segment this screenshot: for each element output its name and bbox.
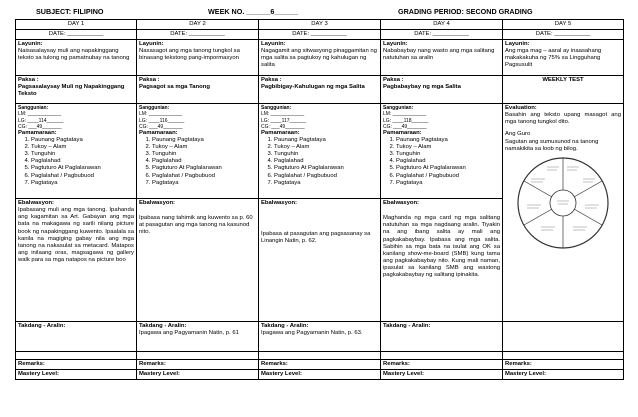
takdang-cell bbox=[381, 322, 503, 352]
procedure-cell-day-2 bbox=[137, 104, 259, 199]
lm-ref: LM: ____________ bbox=[261, 111, 305, 118]
procedure-step: 3. Tunguhin bbox=[152, 151, 256, 158]
remarks-cell: Remarks: bbox=[137, 360, 259, 370]
cg-ref: CG: ___49_______ bbox=[383, 123, 427, 130]
ebalwasyon-cell bbox=[16, 199, 137, 322]
layunin-text: Nababaybay nang wasto ang mga salitang natutuhan sa aralin bbox=[383, 48, 495, 62]
paksa-cell bbox=[259, 76, 381, 104]
date-cell: DATE: ___________ bbox=[503, 30, 624, 40]
lg-ref: LG: ____116______ bbox=[139, 117, 185, 124]
paksa-text: Pagbibigay-Kahulugan ng mga Salita bbox=[261, 84, 365, 91]
procedure-step: 4. Paglalahad bbox=[274, 158, 378, 165]
mastery-level-cell: Mastery Level: bbox=[381, 370, 503, 380]
subject-label: SUBJECT: FILIPINO bbox=[36, 7, 104, 16]
lm-ref: LM: ____________ bbox=[18, 111, 62, 118]
procedure-step: 2. Tukoy – Alam bbox=[274, 144, 378, 151]
procedure-list bbox=[383, 137, 500, 187]
procedure-step: 1. Paunang Pagtataya bbox=[31, 137, 134, 144]
takdang-label: Takdang - Aralin: bbox=[383, 323, 431, 330]
layunin-label: Layunin: bbox=[505, 41, 530, 48]
procedure-step: 2. Tukoy – Alam bbox=[396, 144, 500, 151]
date-cell: DATE: ___________ bbox=[16, 30, 137, 40]
spacer-row bbox=[16, 352, 624, 360]
takdang-cell-empty bbox=[503, 322, 624, 352]
layunin-text: Nasasagot ang mga tanong tungkol sa binasang tekstong pang-impormasyon bbox=[139, 48, 240, 62]
weekly-test-label: WEEKLY TEST bbox=[503, 76, 624, 104]
takdang-label: Takdang - Aralin: bbox=[139, 323, 187, 330]
layunin-cell bbox=[137, 40, 259, 76]
procedure-list bbox=[139, 137, 256, 187]
procedure-step: 2. Tukoy – Alam bbox=[31, 144, 134, 151]
sanggunian-label: Sanggunian: bbox=[18, 105, 49, 112]
weekly-lesson-plan-table bbox=[15, 19, 624, 380]
day-3-header: DAY 3 bbox=[259, 20, 381, 30]
lm-ref: LM: ____________ bbox=[139, 111, 183, 118]
cg-ref: CG: ___49_______ bbox=[139, 123, 183, 130]
date-row bbox=[16, 30, 624, 40]
sanggunian-label: Sanggunian: bbox=[383, 105, 414, 112]
layunin-text: Naisasalaysay muli ang napakinggang teksto sa tulong ng pamatnubay na tanong bbox=[18, 48, 130, 62]
takdang-cell bbox=[137, 322, 259, 352]
paksa-text: Pagsagot sa mga Tanong bbox=[139, 84, 210, 91]
ebalwasyon-cell bbox=[137, 199, 259, 322]
takdang-aralin-row bbox=[16, 322, 624, 352]
evaluation-instruction: Basahin ang teksto upang masagot ang mga tanong tungkol dito. bbox=[505, 112, 621, 126]
procedure-step: 6. Paglalahat / Pagbubuod bbox=[396, 173, 500, 180]
procedure-step: 7. Pagtataya bbox=[396, 180, 500, 187]
procedure-step: 5. Pagtuturo At Paglalarawan bbox=[396, 165, 500, 172]
grading-period-label: GRADING PERIOD: SECOND GRADING bbox=[398, 7, 533, 16]
layunin-label: Layunin: bbox=[261, 41, 286, 48]
layunin-cell bbox=[503, 40, 624, 76]
paksa-label: Paksa : bbox=[18, 77, 39, 84]
day-row bbox=[16, 20, 624, 30]
remarks-cell: Remarks: bbox=[381, 360, 503, 370]
procedure-step: 1. Paunang Pagtataya bbox=[274, 137, 378, 144]
procedure-cell-day-4 bbox=[381, 104, 503, 199]
date-cell: DATE: ___________ bbox=[381, 30, 503, 40]
lg-ref: LG: ____118______ bbox=[383, 117, 429, 124]
layunin-text: Nagagamit ang sitwasyong pinaggamitan ng mga salita sa pagtukoy ng kahulugan ng salita bbox=[261, 48, 377, 69]
paksa-text: Pagbabaybay ng mga Salita bbox=[383, 84, 461, 91]
procedure-step: 4. Paglalahad bbox=[31, 158, 134, 165]
remarks-row bbox=[16, 360, 624, 370]
layunin-cell bbox=[381, 40, 503, 76]
layunin-row bbox=[16, 40, 624, 76]
takdang-cell bbox=[16, 322, 137, 352]
paksa-cell bbox=[16, 76, 137, 104]
lg-ref: LG: ____117______ bbox=[261, 117, 307, 124]
procedure-cell-day-3 bbox=[259, 104, 381, 199]
layunin-text: Ang mga mag – aaral ay inaasahang makakakuha ng 75% sa Lingguhang Pagsusulit bbox=[505, 48, 602, 69]
procedure-step: 6. Paglalahat / Pagbubuod bbox=[274, 173, 378, 180]
mastery-level-cell: Mastery Level: bbox=[503, 370, 624, 380]
mastery-level-cell: Mastery Level: bbox=[259, 370, 381, 380]
lm-ref: LM: ____________ bbox=[383, 111, 427, 118]
date-cell: DATE: ___________ bbox=[137, 30, 259, 40]
mastery-level-cell: Mastery Level: bbox=[16, 370, 137, 380]
paksa-row bbox=[16, 76, 624, 104]
pamamaraan-label: Pamamaraan: bbox=[261, 130, 300, 136]
cg-ref: CG: ___49_______ bbox=[261, 123, 305, 130]
procedure-list bbox=[18, 137, 134, 187]
day-1-header: DAY 1 bbox=[16, 20, 137, 30]
procedure-step: 5. Pagtuturo At Paglalarawan bbox=[274, 165, 378, 172]
procedure-step: 1. Paunang Pagtataya bbox=[396, 137, 500, 144]
procedure-cell-day-1 bbox=[16, 104, 137, 199]
procedure-step: 2. Tukoy – Alam bbox=[152, 144, 256, 151]
procedure-step: 3. Tunguhin bbox=[31, 151, 134, 158]
layunin-label: Layunin: bbox=[139, 41, 164, 48]
pamamaraan-label: Pamamaraan: bbox=[383, 130, 422, 136]
lesson-plan-header bbox=[0, 0, 638, 20]
remarks-cell: Remarks: bbox=[259, 360, 381, 370]
procedure-step: 4. Paglalahad bbox=[152, 158, 256, 165]
takdang-label: Takdang - Aralin: bbox=[261, 323, 309, 330]
ebalwasyon-text: Ipabasa at pasagutan ang pagsasanay sa Linangin Natin, p. 62. bbox=[261, 231, 371, 245]
ebalwasyon-text: Maghanda ng mga card ng mga salitang natutuhan sa mga nagdaang aralin. Tiyakin na ang ibang salita ay mali ang pagkakabaybay. Ipabasa ang mga salita. Sabihin sa mga bata na isulat ang OK sa kanilang show-me-board (SMB) kung tama ang pagkakabaybay nito. Kung mali naman, ipasulat sa kanilang SMB ang wastong pagkakabaybay ng salitang ipinakita. bbox=[383, 215, 500, 279]
procedure-step: 7. Pagtataya bbox=[274, 180, 378, 187]
cg-ref: CG: ___49_______ bbox=[18, 123, 62, 130]
procedure-step: 7. Pagtataya bbox=[152, 180, 256, 187]
procedure-step: 5. Pagtuturo At Paglalarawan bbox=[152, 165, 256, 172]
layunin-label: Layunin: bbox=[18, 41, 43, 48]
procedure-step: 6. Paglalahat / Pagbubuod bbox=[31, 173, 134, 180]
evaluation-circle-instruction: Sagutan ang sumusunod na tanong namakikita sa loob ng bilog. bbox=[505, 138, 599, 152]
paksa-label: Paksa : bbox=[139, 77, 160, 84]
day-2-header: DAY 2 bbox=[137, 20, 259, 30]
layunin-label: Layunin: bbox=[383, 41, 408, 48]
paksa-label: Paksa : bbox=[383, 77, 404, 84]
day-5-header: DAY 5 bbox=[503, 20, 624, 30]
lg-ref: LG: ____114______ bbox=[18, 117, 64, 124]
question-wheel-graphic bbox=[515, 155, 611, 251]
paksa-cell bbox=[381, 76, 503, 104]
takdang-text: Ipagawa ang Pagyamanin Natin, p. 61 bbox=[139, 330, 239, 337]
procedure-step: 7. Pagtataya bbox=[31, 180, 134, 187]
paksa-cell bbox=[137, 76, 259, 104]
date-cell: DATE: ___________ bbox=[259, 30, 381, 40]
takdang-label: Takdang - Aralin: bbox=[18, 323, 66, 330]
paksa-text: Pagsasalaysay Muli ng Napakinggang Teksto bbox=[18, 84, 125, 98]
ebalwasyon-label: Ebalwasyon: bbox=[383, 200, 420, 207]
evaluation-teacher-note: Ang Guro bbox=[505, 131, 531, 138]
takdang-text: Ipagawa ang Pagyamanin Natin, p. 63. bbox=[261, 330, 363, 337]
sanggunian-label: Sanggunian: bbox=[261, 105, 292, 112]
ebalwasyon-label: Ebalwasyon: bbox=[139, 200, 176, 207]
procedure-step: 4. Paglalahad bbox=[396, 158, 500, 165]
evaluation-cell bbox=[503, 104, 624, 322]
layunin-cell bbox=[16, 40, 137, 76]
remarks-cell: Remarks: bbox=[16, 360, 137, 370]
ebalwasyon-text: Ipabasa nang tahimik ang kuwento sa p. 60 at pasagutan ang mga tanong na kasunod nito. bbox=[139, 215, 253, 236]
pamamaraan-label: Pamamaraan: bbox=[18, 130, 57, 136]
ebalwasyon-label: Ebalwasyon: bbox=[18, 200, 55, 207]
sanggunian-label: Sanggunian: bbox=[139, 105, 170, 112]
ebalwasyon-cell bbox=[381, 199, 503, 322]
procedure-list bbox=[261, 137, 378, 187]
procedure-step: 3. Tunguhin bbox=[396, 151, 500, 158]
procedure-step: 6. Paglalahat / Pagbubuod bbox=[152, 173, 256, 180]
ebalwasyon-text: Ipabasang muli ang mga tanong. Ipahanda ang kagamitan sa Art. Gabayan ang mga bata na makagawa ng sarili nilang picture book ng napakinggang kuwento. Ipaalala sa kanila na magiging gabay nila ang mga tanong na nakasulat sa metacard. Matapos ang inilaang oras, magsagawa ng gallery walk para sa mga natapos na picture boo bbox=[18, 207, 134, 263]
evaluation-label: Evaluation: bbox=[505, 105, 537, 112]
procedure-step: 5. Pagtuturo At Paglalarawan bbox=[31, 165, 134, 172]
procedure-step: 3. Tunguhin bbox=[274, 151, 378, 158]
pamamaraan-label: Pamamaraan: bbox=[139, 130, 178, 136]
procedure-step: 1. Paunang Pagtataya bbox=[152, 137, 256, 144]
ebalwasyon-label: Ebalwasyon: bbox=[261, 200, 298, 207]
mastery-level-row bbox=[16, 370, 624, 380]
remarks-cell: Remarks: bbox=[503, 360, 624, 370]
takdang-cell bbox=[259, 322, 381, 352]
sanggunian-pamamaraan-row bbox=[16, 104, 624, 199]
day-4-header: DAY 4 bbox=[381, 20, 503, 30]
layunin-cell bbox=[259, 40, 381, 76]
mastery-level-cell: Mastery Level: bbox=[137, 370, 259, 380]
week-label: WEEK NO. ______6______ bbox=[208, 7, 299, 16]
paksa-label: Paksa : bbox=[261, 77, 282, 84]
ebalwasyon-cell bbox=[259, 199, 381, 322]
